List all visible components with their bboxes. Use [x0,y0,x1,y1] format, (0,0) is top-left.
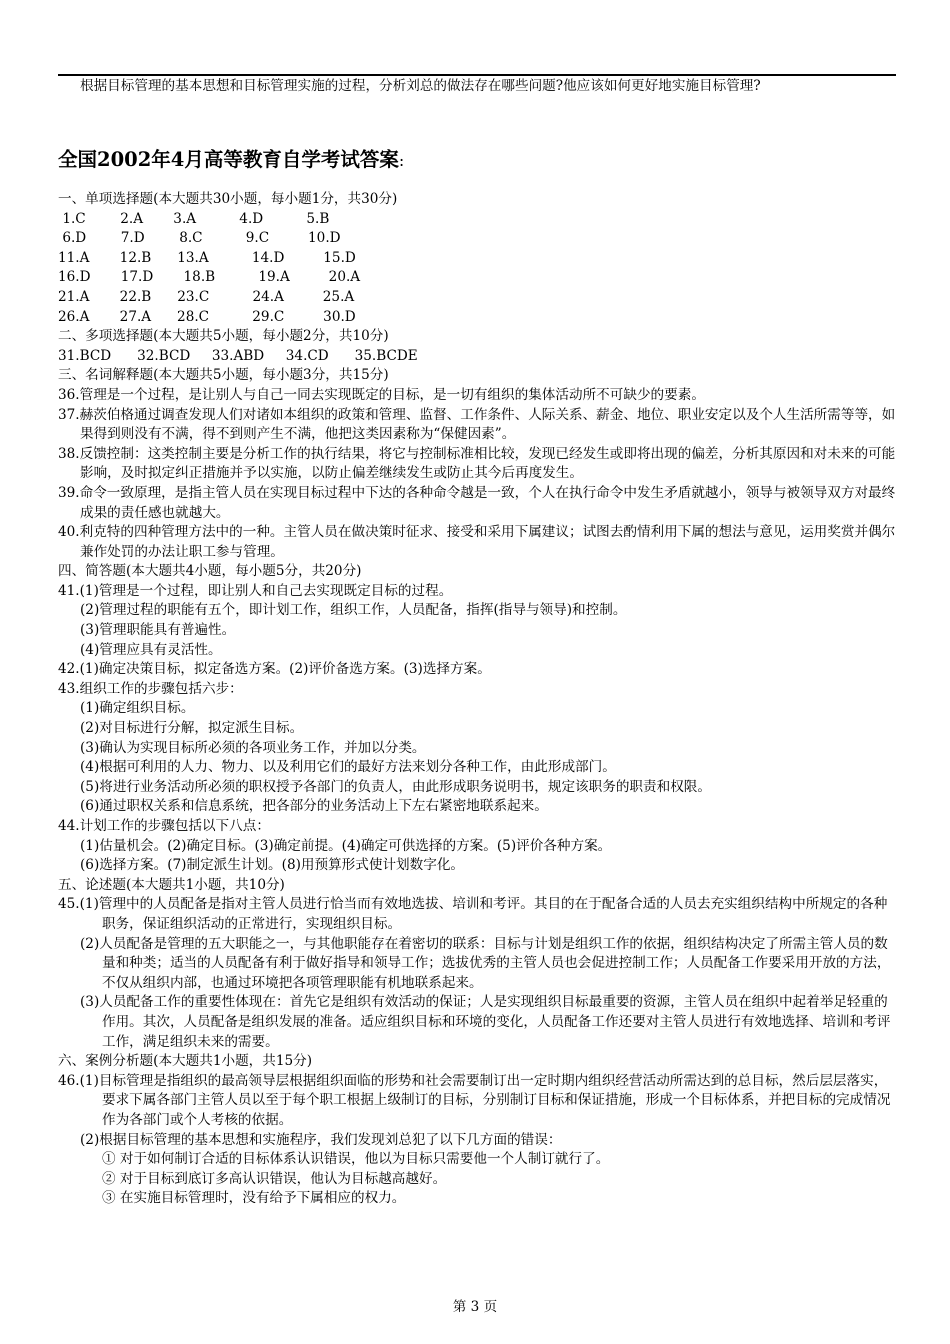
answer-46-error: ③ 在实施目标管理时，没有给予下属相应的权力。 [102,1190,406,1207]
answer-43-point: (4)根据可利用的人力、物力、以及利用它们的最好方法来划分各种工作，由此形成部门。 [80,759,616,776]
answer-row: 16.D 17.D 18.B 19.A 20.A [58,269,361,286]
title-colon: : [398,151,405,170]
answer-41-point: (2)管理过程的职能有五个，即计划工作，组织工作，人员配备，指挥(指导与领导)和控制。 [80,602,627,619]
section-heading-4: 四、简答题(本大题共4小题，每小题5分，共20分) [58,563,362,580]
section-heading-6: 六、案例分析题(本大题共1小题，共15分) [58,1053,313,1070]
answer-37: 37.赫茨伯格通过调查发现人们对诸如本组织的政策和管理、监督、工作条件、人际关系、薪金、地位、职业安定以及个人生活所需等等，如果得到则没有不满，得不到则产生不满，他把这类因素称为“保健因素”。 [58,406,896,443]
answer-43-point: (6)通过职权关系和信息系统，把各部分的业务活动上下左右紧密地联系起来。 [80,798,548,815]
answer-row: 1.C 2.A 3.A 4.D 5.B [58,210,330,227]
section-heading-3: 三、名词解释题(本大题共5小题，每小题3分，共15分) [58,367,389,384]
answer-44: 44.计划工作的步骤包括以下八点： [58,818,270,834]
answer-43-point: (2)对目标进行分解，拟定派生目标。 [80,720,304,737]
answer-row: 11.A 12.B 13.A 14.D 15.D [58,249,356,266]
case-question: 根据目标管理的基本思想和目标管理实施的过程，分析刘总的做法存在哪些问题?他应该如何更好地实施目标管理? [80,78,761,94]
page-number: 第 3 页 [452,1299,498,1315]
answer-row: 31.BCD 32.BCD 33.ABD 34.CD 35.BCDE [58,347,418,364]
answer-45-point: (3)人员配备工作的重要性体现在：首先它是组织有效活动的保证；人是实现组织目标最重要的资源，主管人员在组织中起着举足轻重的作用。其次，人员配备是组织发展的准备。适应组织目标和环境的变化，人员配备工作还要对主管人员进行有效地选择、培训和考评工作，满足组织未来的需要。 [80,994,891,1050]
answer-43-point: (1)确定组织目标。 [80,700,195,717]
answer-36: 36.管理是一个过程，是让别人与自己一同去实现既定的目标，是一切有组织的集体活动所不可缺少的要素。 [58,386,705,403]
answer-46: 46.(1)目标管理是指组织的最高领导层根据组织面临的形势和社会需要制订出一定时期内组织经营活动所需达到的总目标，然后层层落实，要求下属各部门主管人员以至于每个职工根据上级制订的目标，分别制订目标和保证措施，形成一个目标体系，并把目标的完成情况作为各部门或个人考核的依据。 [58,1072,891,1128]
section-heading-1: 一、单项选择题(本大题共30小题，每小题1分，共30分) [58,191,398,207]
answer-42: 42.(1)确定决策目标，拟定备选方案。(2)评价备选方案。(3)选择方案。 [58,661,491,678]
answer-45: 45.(1)管理中的人员配备是指对主管人员进行恰当而有效地选拔、培训和考评。其目的在于配备合适的人员去充实组织结构中所规定的各种职务，保证组织活动的正常进行，实现组织目标。 [58,896,888,932]
answer-46-error: ① 对于如何制订合适的目标体系认识错误，他以为目标只需要他一个人制订就行了。 [102,1151,610,1168]
answer-body [58,190,898,1209]
top-rule [58,74,896,76]
answer-38: 38.反馈控制：这类控制主要是分析工作的执行结果，将它与控制标准相比较，发现已经发生或即将出现的偏差，分析其原因和对未来的可能影响，及时拟定纠正措施并予以实施，以防止偏差继续发生或防止其今后再度发生。 [58,445,896,482]
answer-46-point: (2)根据目标管理的基本思想和实施程序，我们发现刘总犯了以下几方面的错误： [80,1131,562,1148]
answer-39: 39.命令一致原理，是指主管人员在实现目标过程中下达的各种命令越是一致，个人在执行命令中发生矛盾就越小，领导与被领导双方对最终成果的责任感也就越大。 [58,484,896,521]
answer-45-point: (2)人员配备是管理的五大职能之一，与其他职能存在着密切的联系：目标与计划是组织工作的依据，组织结构决定了所需主管人员的数量和种类；适当的人员配备有利于做好指导和领导工作；选拔优秀的主管人员也会促进控制工作；人员配备工作要采用开放的方法，不仅从组织内部，也通过环境把各项管理职能有机地联系起来。 [80,935,891,991]
section-heading-2: 二、多项选择题(本大题共5小题，每小题2分，共10分) [58,328,389,345]
answer-41-point: (3)管理职能具有普遍性。 [80,622,236,639]
page-title [58,144,404,172]
answer-43-point: (5)将进行业务活动所必须的职权授予各部门的负责人，由此形成职务说明书，规定该职务的职责和权限。 [80,778,711,795]
answer-43: 43.组织工作的步骤包括六步： [58,680,243,697]
answer-41-point: (4)管理应具有灵活性。 [80,641,222,658]
answer-row: 6.D 7.D 8.C 9.C 10.D [58,230,341,247]
answer-row: 21.A 22.B 23.C 24.A 25.A [58,288,355,305]
section-heading-5: 五、论述题(本大题共1小题，共10分) [58,876,285,893]
answer-40: 40.利克特的四种管理方法中的一种。主管人员在做决策时征求、接受和采用下属建议；试图去酌情利用下属的想法与意见，运用奖赏并偶尔兼作处罚的办法让职工参与管理。 [58,524,896,560]
answer-46-error: ② 对于目标到底订多高认识错误，他认为目标越高越好。 [102,1170,447,1187]
answer-row: 26.A 27.A 28.C 29.C 30.D [58,308,356,325]
answer-44-point: (1)估量机会。(2)确定目标。(3)确定前提。(4)确定可供选择的方案。(5)评价各种方案。 [80,837,612,854]
answer-43-point: (3)确认为实现目标所必须的各项业务工作，并加以分类。 [80,739,426,756]
answer-41: 41.(1)管理是一个过程，即让别人和自己去实现既定目标的过程。 [58,582,453,599]
answer-44-point: (6)选择方案。(7)制定派生计划。(8)用预算形式使计划数字化。 [80,857,465,874]
title-text: 全国2002年4月高等教育自学考试答案 [58,148,399,171]
